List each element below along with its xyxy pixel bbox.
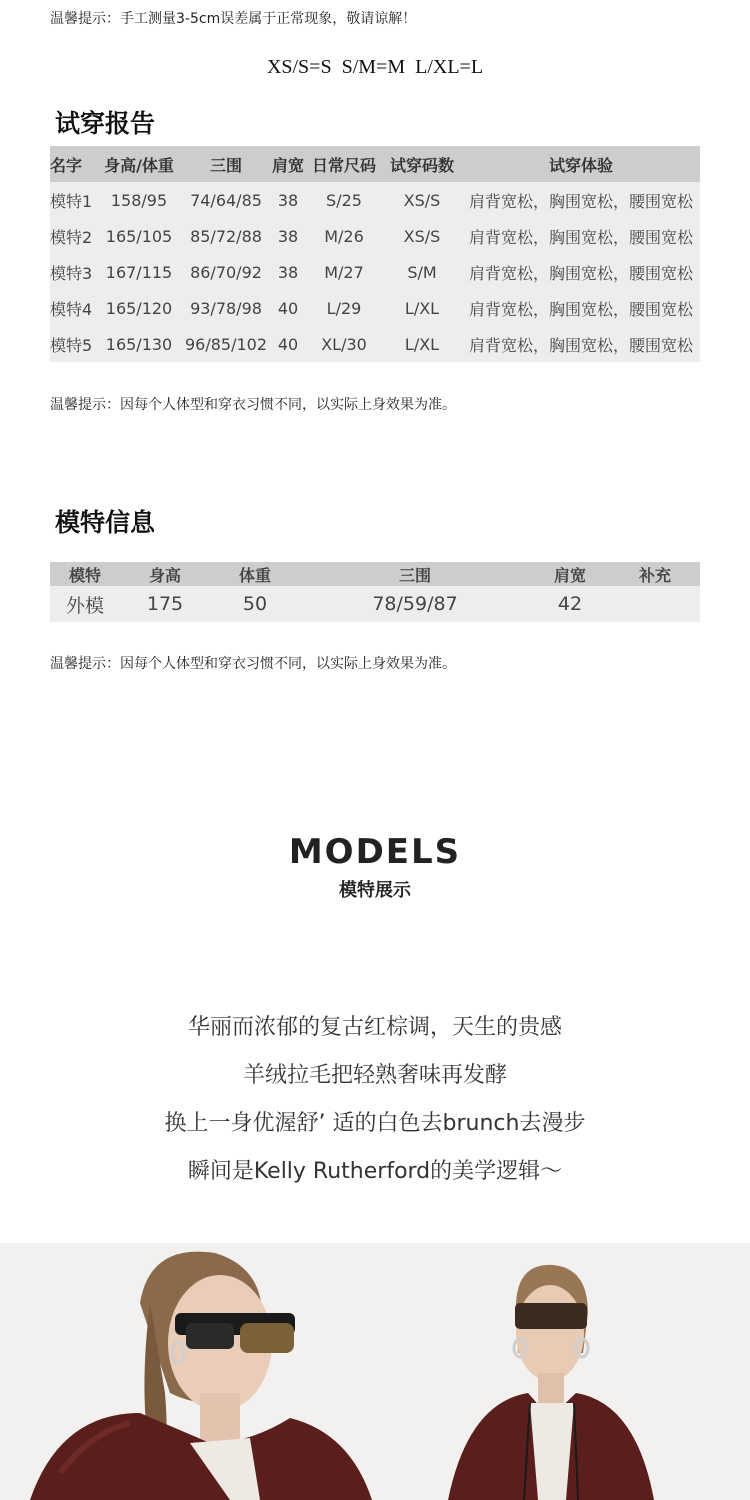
table-cell: 167/115	[96, 254, 182, 290]
fit-tip-note: 温馨提示：因每个人体型和穿衣习惯不同，以实际上身效果为准。	[50, 397, 456, 413]
model-header-cell: 体重	[210, 562, 300, 586]
fit-header-cell: 试穿体验	[462, 146, 700, 182]
model-header-cell: 补充	[610, 562, 700, 586]
table-cell	[610, 586, 700, 622]
model-header-cell: 模特	[50, 562, 120, 586]
table-cell: 96/85/102	[182, 326, 270, 362]
copy-line-3: 换上一身优渥舒’ 适的白色去brunch去漫步	[164, 1111, 586, 1136]
table-cell: 158/95	[96, 182, 182, 218]
table-cell: 165/120	[96, 290, 182, 326]
table-cell: 40	[270, 290, 306, 326]
fit-header-cell: 日常尺码	[306, 146, 382, 182]
table-cell: 86/70/92	[182, 254, 270, 290]
model-header-cell: 肩宽	[530, 562, 610, 586]
copy-line-2: 羊绒拉毛把轻熟奢味再发酵	[242, 1063, 507, 1088]
table-cell: 93/78/98	[182, 290, 270, 326]
models-heading: MODELS	[288, 832, 462, 872]
table-cell: 50	[210, 586, 300, 622]
fit-header-cell: 名字	[50, 146, 96, 182]
size-mapping: XS/S=S S/M=M L/XL=L	[266, 56, 484, 78]
table-cell: 模特5	[50, 326, 96, 362]
table-cell: 模特2	[50, 218, 96, 254]
copy-line-1: 华丽而浓郁的复古红棕调，天生的贵感	[187, 1015, 562, 1040]
fit-header-cell: 肩宽	[270, 146, 306, 182]
table-cell: 175	[120, 586, 210, 622]
table-cell: 38	[270, 254, 306, 290]
table-cell: M/27	[306, 254, 382, 290]
model-tip-note: 温馨提示：因每个人体型和穿衣习惯不同，以实际上身效果为准。	[50, 656, 456, 672]
fit-report-table	[50, 146, 700, 362]
table-cell: XS/S	[382, 182, 462, 218]
table-row	[50, 326, 700, 362]
table-cell: 肩背宽松，胸围宽松，腰围宽松	[462, 326, 700, 362]
model-info-title: 模特信息	[55, 508, 156, 537]
table-cell: 42	[530, 586, 610, 622]
model-header-cell: 身高	[120, 562, 210, 586]
table-cell: 78/59/87	[300, 586, 530, 622]
measure-note: 温馨提示：手工测量3-5cm误差属于正常现象，敬请谅解！	[50, 11, 417, 27]
table-cell: 肩背宽松，胸围宽松，腰围宽松	[462, 254, 700, 290]
model-photo-right	[378, 1243, 750, 1500]
table-cell: 38	[270, 218, 306, 254]
table-cell: 肩背宽松，胸围宽松，腰围宽松	[462, 290, 700, 326]
model-header-cell: 三围	[300, 562, 530, 586]
table-cell: 40	[270, 326, 306, 362]
model-photos	[0, 1243, 750, 1500]
table-cell: 肩背宽松，胸围宽松，腰围宽松	[462, 182, 700, 218]
table-row	[50, 218, 700, 254]
model-photo-left	[0, 1243, 372, 1500]
copy-line-4: 瞬间是Kelly Rutherford的美学逻辑～	[187, 1159, 563, 1184]
model-info-table	[50, 562, 700, 622]
fit-header-cell: 三围	[182, 146, 270, 182]
table-cell: L/XL	[382, 326, 462, 362]
table-cell: M/26	[306, 218, 382, 254]
table-cell: 85/72/88	[182, 218, 270, 254]
table-cell: 38	[270, 182, 306, 218]
table-cell: 模特1	[50, 182, 96, 218]
table-cell: XS/S	[382, 218, 462, 254]
table-cell: 肩背宽松，胸围宽松，腰围宽松	[462, 218, 700, 254]
table-cell: S/M	[382, 254, 462, 290]
fit-header-cell: 试穿码数	[382, 146, 462, 182]
table-cell: 外模	[50, 586, 120, 622]
table-cell: L/29	[306, 290, 382, 326]
table-row	[50, 182, 700, 218]
table-cell: 74/64/85	[182, 182, 270, 218]
table-cell: 165/105	[96, 218, 182, 254]
table-row	[50, 290, 700, 326]
fit-report-title: 试穿报告	[55, 109, 156, 138]
table-cell: 模特3	[50, 254, 96, 290]
table-cell: L/XL	[382, 290, 462, 326]
table-cell: XL/30	[306, 326, 382, 362]
fit-header-row	[50, 146, 700, 182]
table-cell: S/25	[306, 182, 382, 218]
table-row	[50, 586, 700, 622]
model-header-row	[50, 562, 700, 586]
table-row	[50, 254, 700, 290]
models-subheading: 模特展示	[339, 880, 411, 901]
fit-header-cell: 身高/体重	[96, 146, 182, 182]
table-cell: 模特4	[50, 290, 96, 326]
table-cell: 165/130	[96, 326, 182, 362]
